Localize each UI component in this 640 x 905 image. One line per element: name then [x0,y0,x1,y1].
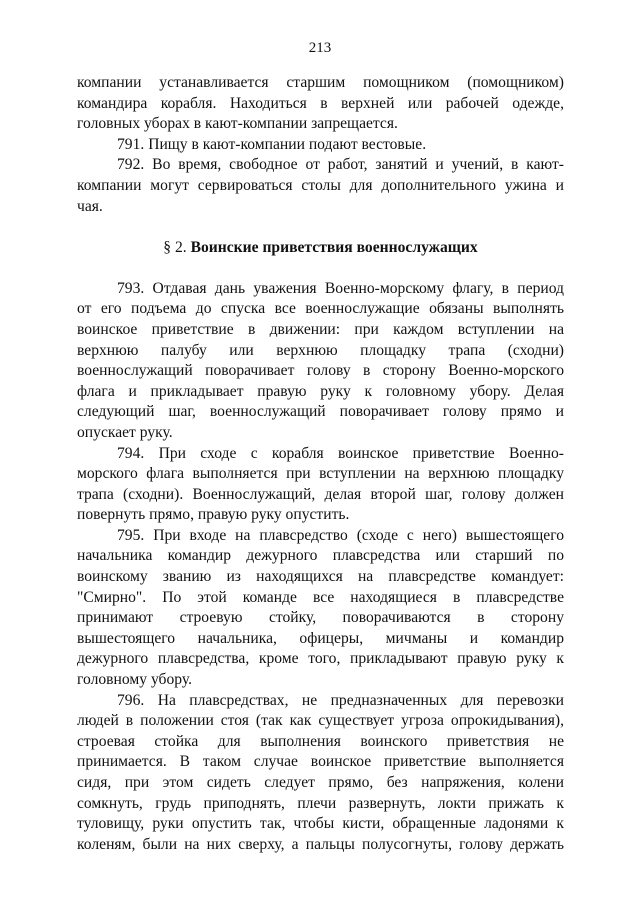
text-line: строевая стойка для выполнения воинского приветствия не [77,732,564,750]
text-line: 792. Во время, свободное от работ, занятий и учений, в кают- [117,156,564,174]
text-line: коленям, были на них сверху, а пальцы полусогнуты, голову держать [77,835,564,853]
text-line: опускает руку. [77,423,173,441]
text-line: 795. При входе на плавсредство (сходе с него) вышестоящего [117,526,564,544]
paragraph-791 [77,135,564,156]
paragraph-792 [77,155,564,217]
text-line: верхнюю палубу или верхнюю площадку трапа (сходни) [77,341,564,359]
paragraph-793 [77,279,564,444]
text-line: вышестоящего начальника, офицеры, мичманы и командир [77,629,564,647]
text-line: головному убору. [77,671,192,689]
text-line: чая. [77,197,103,215]
text-line: трапа (сходни). Военнослужащий, делая второй шаг, голову должен [77,485,564,503]
text-line: 791. Пищу в кают-компании подают вестовые. [117,135,427,153]
section-number: § 2. [163,239,187,257]
paragraph-795 [77,526,564,691]
text-line: военнослужащий поворачивает голову в сторону Военно-морского [77,362,564,380]
text-line: флага и прикладывает правую руку к головному убору. Делая [77,382,564,400]
text-line: принимают строевую стойку, поворачиваются в сторону [77,609,564,627]
text-line: головных уборах в кают-компании запрещается. [77,115,398,133]
paragraph-796 [77,691,564,856]
text-line: 794. При сходе с корабля воинское приветствие Военно- [117,444,564,462]
text-line: принимается. В таком случае воинское приветствие выполняется [77,753,564,771]
text-line: сидя, при этом сидеть следует прямо, без напряжения, колени [77,774,564,791]
section-heading [77,238,564,259]
document-body [77,73,564,855]
text-line: людей в положении стоя (так как существует угроза опрокидывания), [77,712,564,730]
text-line: от его подъема до спуска все военнослужащие обязаны выполнять [77,300,564,318]
text-line: сомкнуть, грудь приподнять, плечи развернуть, локти прижать к [77,794,564,812]
text-line: туловищу, руки опустить так, чтобы кисти, обращенные ладонями к [77,815,564,833]
text-line: командира корабля. Находиться в верхней или рабочей одежде, [77,94,564,112]
text-line: начальника командир дежурного плавсредства или старший по [77,547,564,565]
text-line: морского флага выполняется при вступлении на верхнюю площадку [77,465,564,483]
text-line: воинское приветствие в движении: при каждом вступлении на [77,320,564,338]
paragraph-continuation [77,73,564,135]
text-line: следующий шаг, военнослужащий поворачивает голову прямо и [77,403,564,421]
text-line: компании устанавливается старшим помощником (помощником) [77,74,564,91]
text-line: "Смирно". По этой команде все находящиеся в плавсредстве [77,588,564,606]
text-line: компании могут сервироваться столы для дополнительного ужина и [77,176,564,194]
text-line: дежурного плавсредства, кроме того, прикладывают правую руку к [77,650,564,668]
paragraph-794 [77,444,564,526]
text-line: повернуть прямо, правую руку опустить. [77,506,350,524]
text-line: воинскому званию из находящихся на плавсредстве командует: [77,568,564,586]
section-title: Воинские приветствия военнослужащих [190,239,478,257]
text-line: 796. На плавсредствах, не предназначенных для перевозки [117,691,564,709]
text-line: 793. Отдавая дань уважения Военно-морскому флагу, в период [117,279,564,297]
page-number: 213 [308,40,332,56]
